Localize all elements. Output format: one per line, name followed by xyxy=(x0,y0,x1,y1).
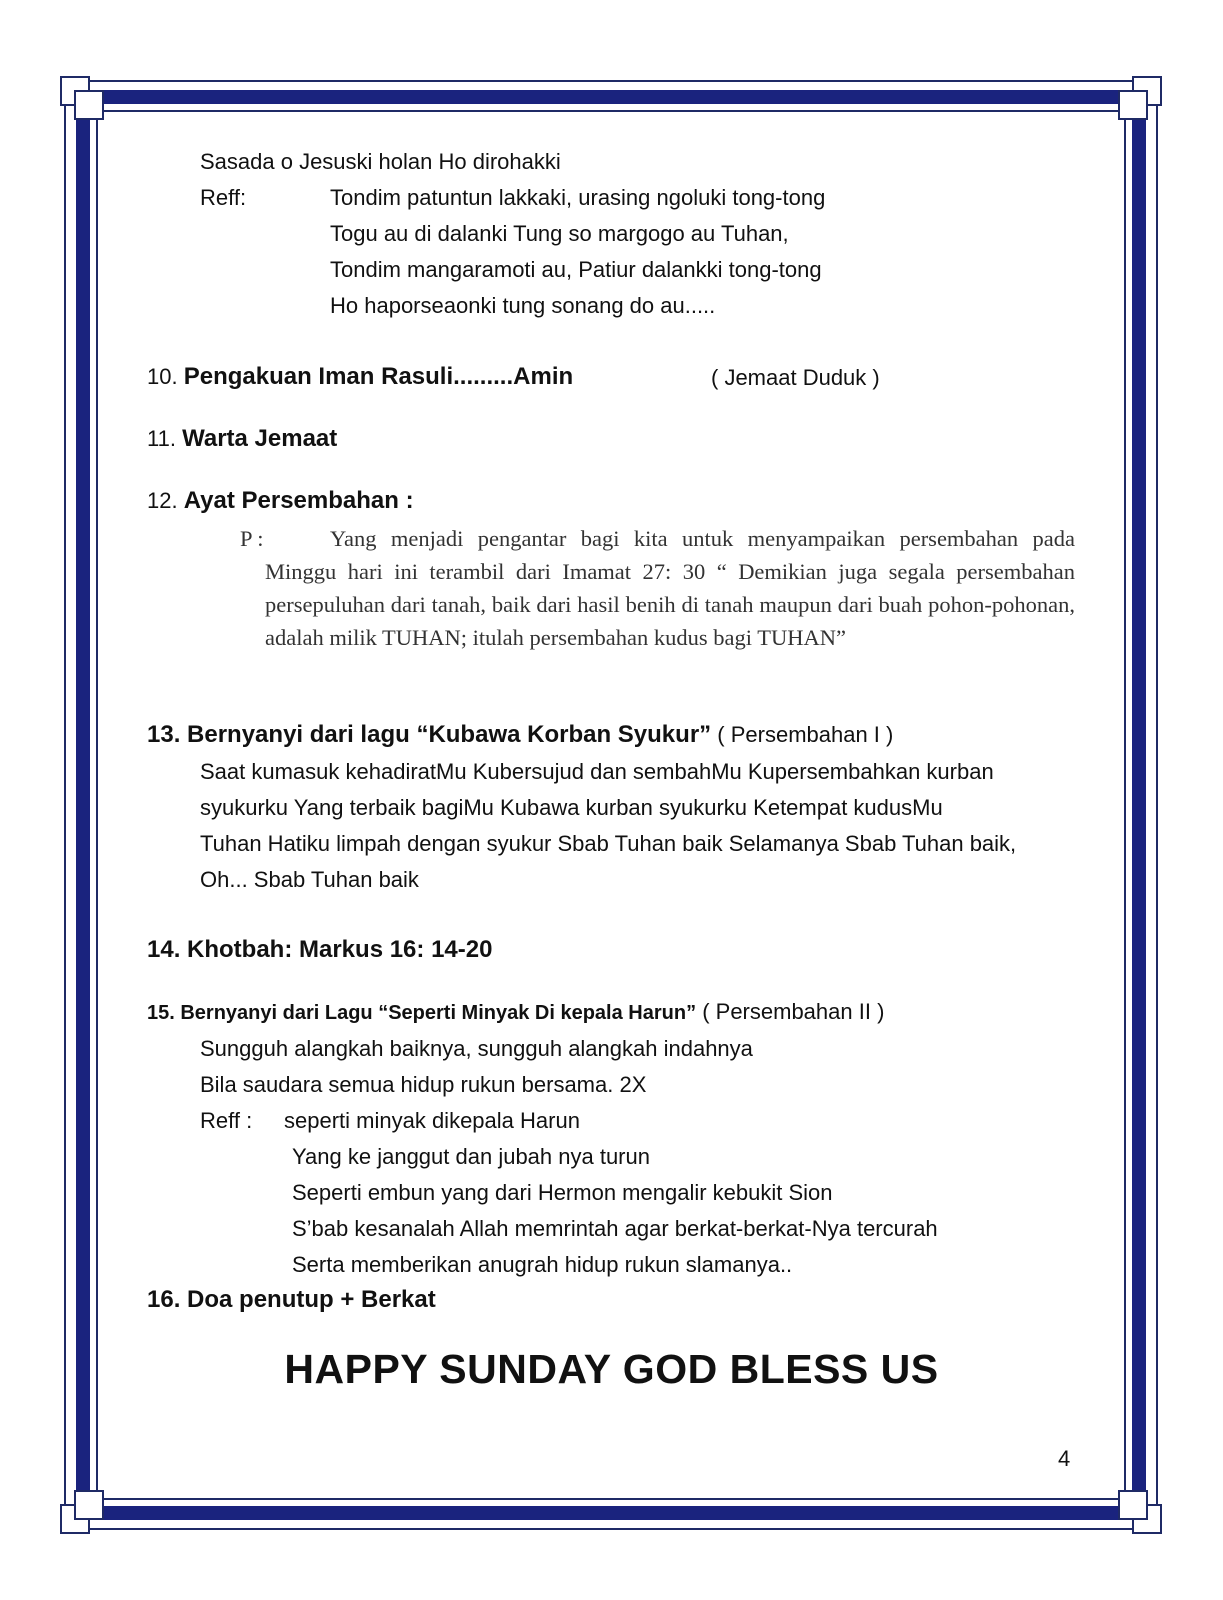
corner-ornament xyxy=(60,76,104,120)
song-reff-line: seperti minyak dikepala Harun xyxy=(284,1108,580,1133)
item-title: Warta Jemaat xyxy=(182,425,338,452)
item-10-note: ( Jemaat Duduk ) xyxy=(711,365,880,390)
page-number: 4 xyxy=(1058,1446,1071,1471)
corner-ornament xyxy=(60,1490,104,1534)
song-line: Bila saudara semua hidup rukun bersama. 2X xyxy=(200,1072,647,1097)
item-title: 15. Bernyanyi dari Lagu “Seperti Minyak Di kepala Harun” xyxy=(147,1002,697,1024)
song-reff-line: Seperti embun yang dari Hermon mengalir kebukit Sion xyxy=(292,1180,833,1205)
intro-reff-label: Reff: xyxy=(200,185,247,210)
item-11-heading xyxy=(147,425,337,453)
closing-blessing: HAPPY SUNDAY GOD BLESS US xyxy=(284,1346,939,1392)
item-note: ( Persembahan II ) xyxy=(702,999,885,1024)
item-number: 10. xyxy=(147,364,178,389)
offering-verse-text: Yang menjadi pengantar bagi kita untuk menyampaikan persembahan pada Minggu hari ini terambil dari Imamat 27: 30 “ Demikian juga segala persembahan persepuluhan dari tanah, baik dari hasil benih di tanah maupun dari buah pohon-pohonan, adalah milik TUHAN; itulah persembahan kudus bagi TUHAN” xyxy=(265,526,1075,650)
song-line: Saat kumasuk kehadiratMu Kubersujud dan sembahMu Kupersembahkan kurban xyxy=(200,759,994,784)
offering-verse-label: P : xyxy=(240,526,264,551)
intro-reff-line: Tondim mangaramoti au, Patiur dalankki tong-tong xyxy=(330,257,822,282)
item-number: 11. xyxy=(147,426,176,451)
intro-reff-line: Togu au di dalanki Tung so margogo au Tuhan, xyxy=(330,221,789,246)
song-reff-line: Yang ke janggut dan jubah nya turun xyxy=(292,1144,650,1169)
intro-line: Sasada o Jesuski holan Ho dirohakki xyxy=(200,149,561,174)
song-reff-line: Serta memberikan anugrah hidup rukun slamanya.. xyxy=(292,1252,793,1277)
corner-ornament xyxy=(1118,1490,1162,1534)
item-title: Ayat Persembahan : xyxy=(183,487,414,514)
item-number: 12. xyxy=(147,488,178,513)
song-line: Tuhan Hatiku limpah dengan syukur Sbab Tuhan baik Selamanya Sbab Tuhan baik, xyxy=(200,831,1017,856)
item-14-heading: 14. Khotbah: Markus 16: 14-20 xyxy=(147,936,493,963)
item-12-heading xyxy=(147,487,414,515)
item-15-heading xyxy=(147,998,884,1027)
song-reff-label: Reff : xyxy=(200,1108,253,1133)
item-title: Pengakuan Iman Rasuli.........Amin xyxy=(183,363,574,390)
intro-reff-line: Ho haporseaonki tung sonang do au..... xyxy=(330,293,716,318)
song-line: Oh... Sbab Tuhan baik xyxy=(200,867,419,892)
item-16-heading: 16. Doa penutup + Berkat xyxy=(147,1286,436,1313)
song-reff-line: S’bab kesanalah Allah memrintah agar berkat-berkat-Nya tercurah xyxy=(292,1216,938,1241)
song-line: syukurku Yang terbaik bagiMu Kubawa kurban syukurku Ketempat kudusMu xyxy=(200,795,943,820)
item-note: ( Persembahan I ) xyxy=(717,722,894,747)
intro-reff-line: Tondim patuntun lakkaki, urasing ngoluki tong-tong xyxy=(330,185,826,210)
item-13-heading xyxy=(147,721,893,749)
song-line: Sungguh alangkah baiknya, sungguh alangkah indahnya xyxy=(200,1036,753,1061)
corner-ornament xyxy=(1118,76,1162,120)
item-10-heading xyxy=(147,363,573,391)
item-title: 13. Bernyanyi dari lagu “Kubawa Korban Syukur” xyxy=(147,721,712,748)
